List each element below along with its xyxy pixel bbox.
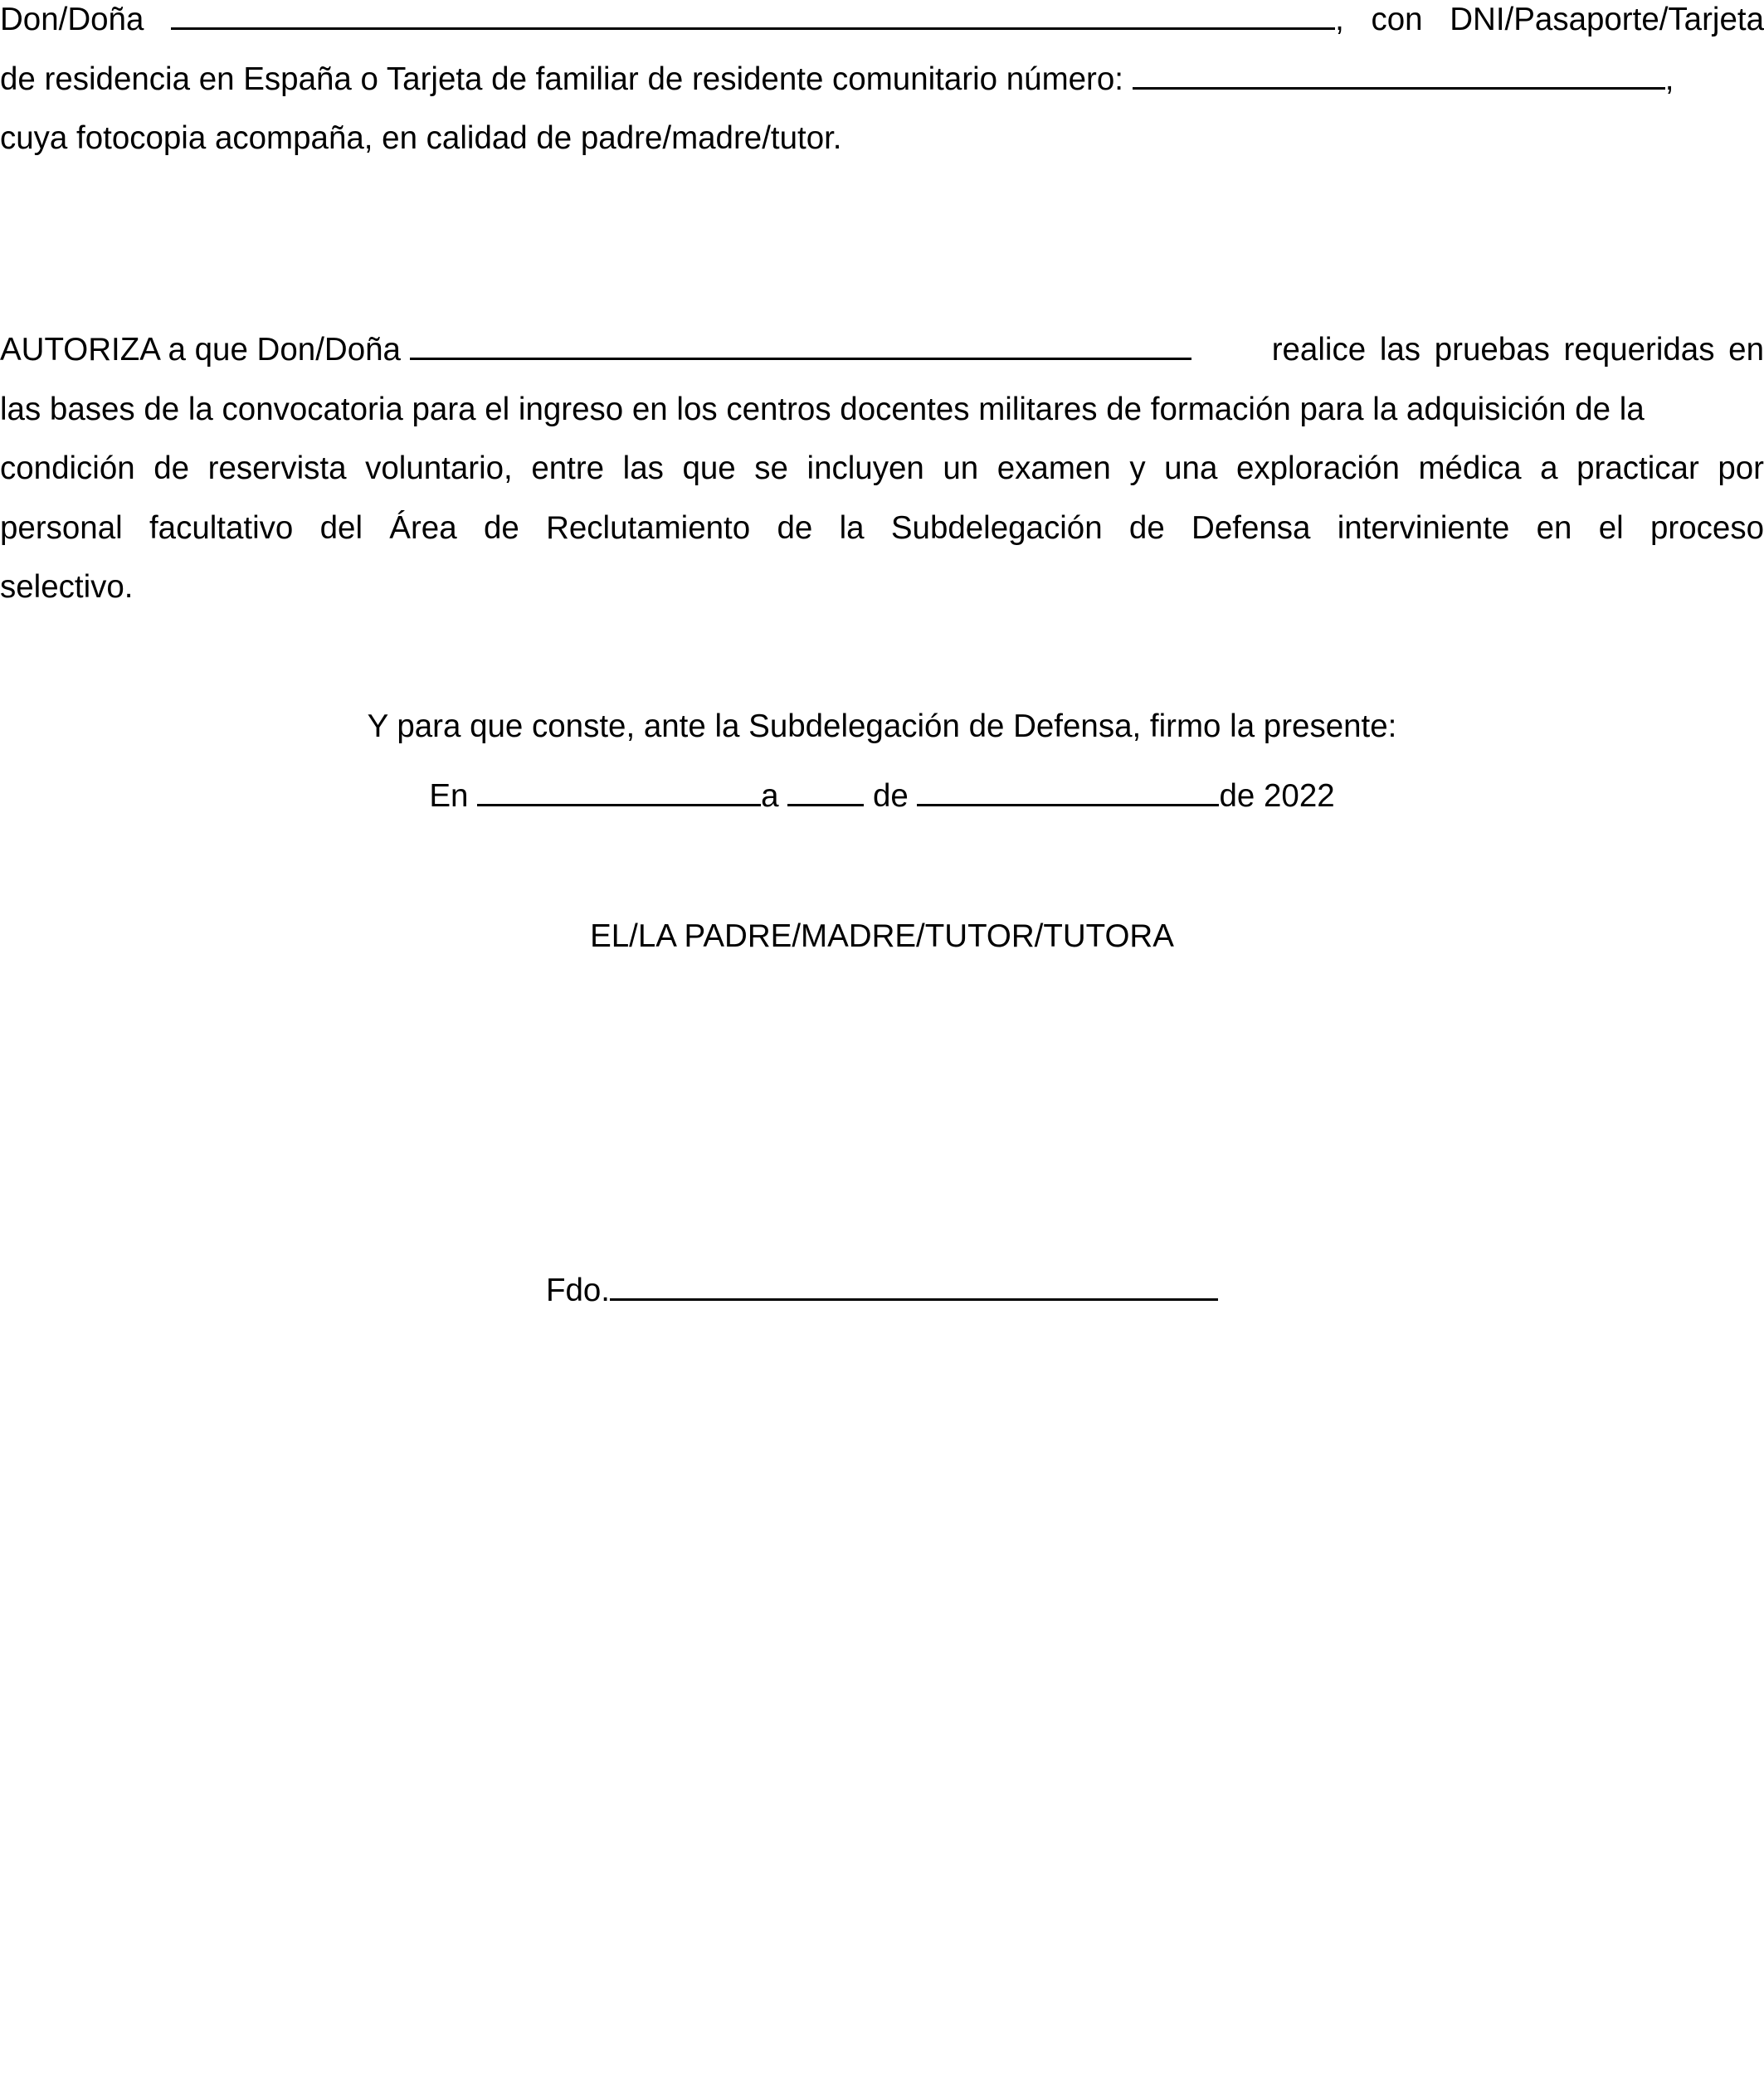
paragraph2-line3: condición de reservista voluntario, entre las que se incluyen un examen y una exploración médica a practicar por [0, 450, 1764, 486]
paragraph2-line4: personal facultativo del Área de Reclutamiento de la Subdelegación de Defensa interviniente en el proceso [0, 509, 1764, 546]
signer-title: EL/LA PADRE/MADRE/TUTOR/TUTORA [590, 918, 1174, 954]
signature-field[interactable] [610, 1273, 1218, 1301]
month-field[interactable] [917, 778, 1219, 806]
authorizes-label: AUTORIZA a que Don/Doña [0, 320, 1191, 380]
authorization-paragraph [0, 320, 1764, 617]
paragraph2-line5: selectivo. [0, 569, 134, 605]
guardian-identification-paragraph [0, 0, 1764, 168]
day-field[interactable] [787, 778, 864, 806]
paragraph1-line2: de residencia en España o Tarjeta de familiar de residente comunitario número: , [0, 61, 1674, 97]
candidate-name-field[interactable] [410, 332, 1191, 360]
paragraph2-line2: las bases de la convocatoria para el ingreso en los centros docentes militares de formación para la adquisición de la [0, 391, 1645, 427]
closing-statement: Y para que conste, ante la Subdelegación de Defensa, firmo la presente: [367, 708, 1397, 744]
paragraph1-line3: cuya fotocopia acompaña, en calidad de padre/madre/tutor. [0, 120, 842, 156]
place-field[interactable] [477, 778, 761, 806]
document-number-field[interactable] [1133, 61, 1665, 90]
date-line: En a de de 2022 [429, 778, 1335, 814]
paragraph2-line1 [0, 320, 1764, 380]
authorizes-continuation: realice las pruebas requeridas en [1271, 332, 1764, 368]
paragraph1-line1: Don/Doña , con DNI/Pasaporte/Tarjeta [0, 2, 1764, 37]
guardian-name-field[interactable] [171, 2, 1335, 30]
signature-line: Fdo. [0, 1261, 1764, 1321]
